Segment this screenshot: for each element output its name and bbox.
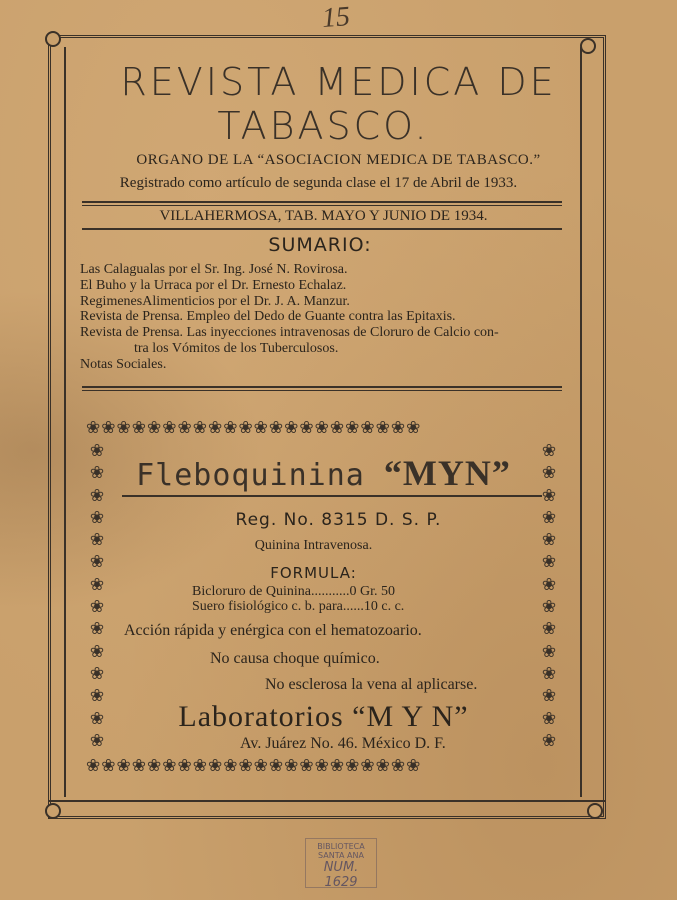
ornament-row-top: ❀❀❀❀❀❀❀❀❀❀❀❀❀❀❀❀❀❀❀❀❀❀ bbox=[86, 418, 422, 437]
corner-ornament bbox=[45, 803, 61, 819]
ornament-col-left: ❀ ❀ ❀ ❀ ❀ ❀ ❀ ❀ ❀ ❀ ❀ ❀ ❀ ❀ bbox=[89, 441, 105, 750]
corner-ornament bbox=[45, 31, 61, 47]
ornament-row-bottom: ❀❀❀❀❀❀❀❀❀❀❀❀❀❀❀❀❀❀❀❀❀❀ bbox=[86, 756, 422, 775]
divider bbox=[48, 800, 606, 802]
divider bbox=[82, 228, 562, 230]
corner-ornament bbox=[587, 803, 603, 819]
ornament-col-right: ❀ ❀ ❀ ❀ ❀ ❀ ❀ ❀ ❀ ❀ ❀ ❀ ❀ ❀ bbox=[541, 441, 557, 750]
formula-line: Suero fisiológico c. b. para......10 c. c. bbox=[192, 599, 405, 614]
summary-title: SUMARIO: bbox=[268, 234, 372, 256]
summary-item: El Buho y la Urraca por el Dr. Ernesto Echalaz. bbox=[80, 277, 347, 293]
formula-line: Bicloruro de Quinina...........0 Gr. 50 bbox=[192, 584, 395, 599]
product-brand: “MYN” bbox=[383, 453, 511, 493]
product-subtitle: Quinina Intravenosa. bbox=[254, 538, 373, 553]
claim-text: No causa choque químico. bbox=[210, 650, 380, 667]
summary-item: Revista de Prensa. Las inyecciones intravenosas de Cloruro de Calcio con- bbox=[80, 325, 499, 341]
library-stamp bbox=[305, 838, 377, 888]
summary-item: Notas Sociales. bbox=[80, 356, 167, 372]
summary-item-continuation: tra los Vómitos de los Tuberculosos. bbox=[134, 340, 339, 356]
summary-list bbox=[80, 262, 570, 373]
stamp-line: SANTA ANA bbox=[318, 851, 364, 860]
handwritten-page-number: 15 bbox=[320, 1, 352, 34]
divider bbox=[122, 495, 542, 497]
claim-text: No esclerosa la vena al aplicarse. bbox=[265, 676, 478, 693]
summary-item: Revista de Prensa. Empleo del Dedo de Guante contra las Epitaxis. bbox=[80, 309, 456, 325]
claim-text: Acción rápida y enérgica con el hematozoario. bbox=[124, 622, 422, 639]
divider bbox=[82, 386, 562, 388]
stamp-line: BIBLIOTECA bbox=[317, 842, 365, 851]
journal-title-line1: REVISTA MEDICA DE bbox=[120, 60, 557, 104]
journal-title-line2: TABASCO. bbox=[217, 104, 430, 148]
stamp-number: NUM. 1629 bbox=[323, 860, 359, 890]
registration-note: Registrado como artículo de segunda clase el 17 de Abril de 1933. bbox=[119, 175, 518, 191]
formula-title: FORMULA: bbox=[270, 564, 357, 582]
divider bbox=[82, 201, 562, 203]
dateline: VILLAHERMOSA, TAB. MAYO Y JUNIO DE 1934. bbox=[159, 208, 488, 224]
summary-item: Las Calagualas por el Sr. Ing. José N. Rovirosa. bbox=[80, 262, 348, 277]
divider bbox=[82, 390, 562, 391]
laboratory-name: Laboratorios “M Y N” bbox=[178, 700, 469, 733]
corner-ornament bbox=[580, 38, 596, 54]
summary-item: RegimenesAlimenticios por el Dr. J. A. Manzur. bbox=[80, 293, 350, 309]
product-word: Fleboquinina bbox=[136, 458, 384, 493]
registration-number: Reg. No. 8315 D. S. P. bbox=[235, 510, 442, 530]
product-name bbox=[0, 452, 647, 494]
divider bbox=[82, 205, 562, 206]
laboratory-address: Av. Juárez No. 46. México D. F. bbox=[240, 735, 446, 752]
organ-subtitle: ORGANO DE LA “ASOCIACION MEDICA DE TABASCO.” bbox=[136, 152, 541, 168]
